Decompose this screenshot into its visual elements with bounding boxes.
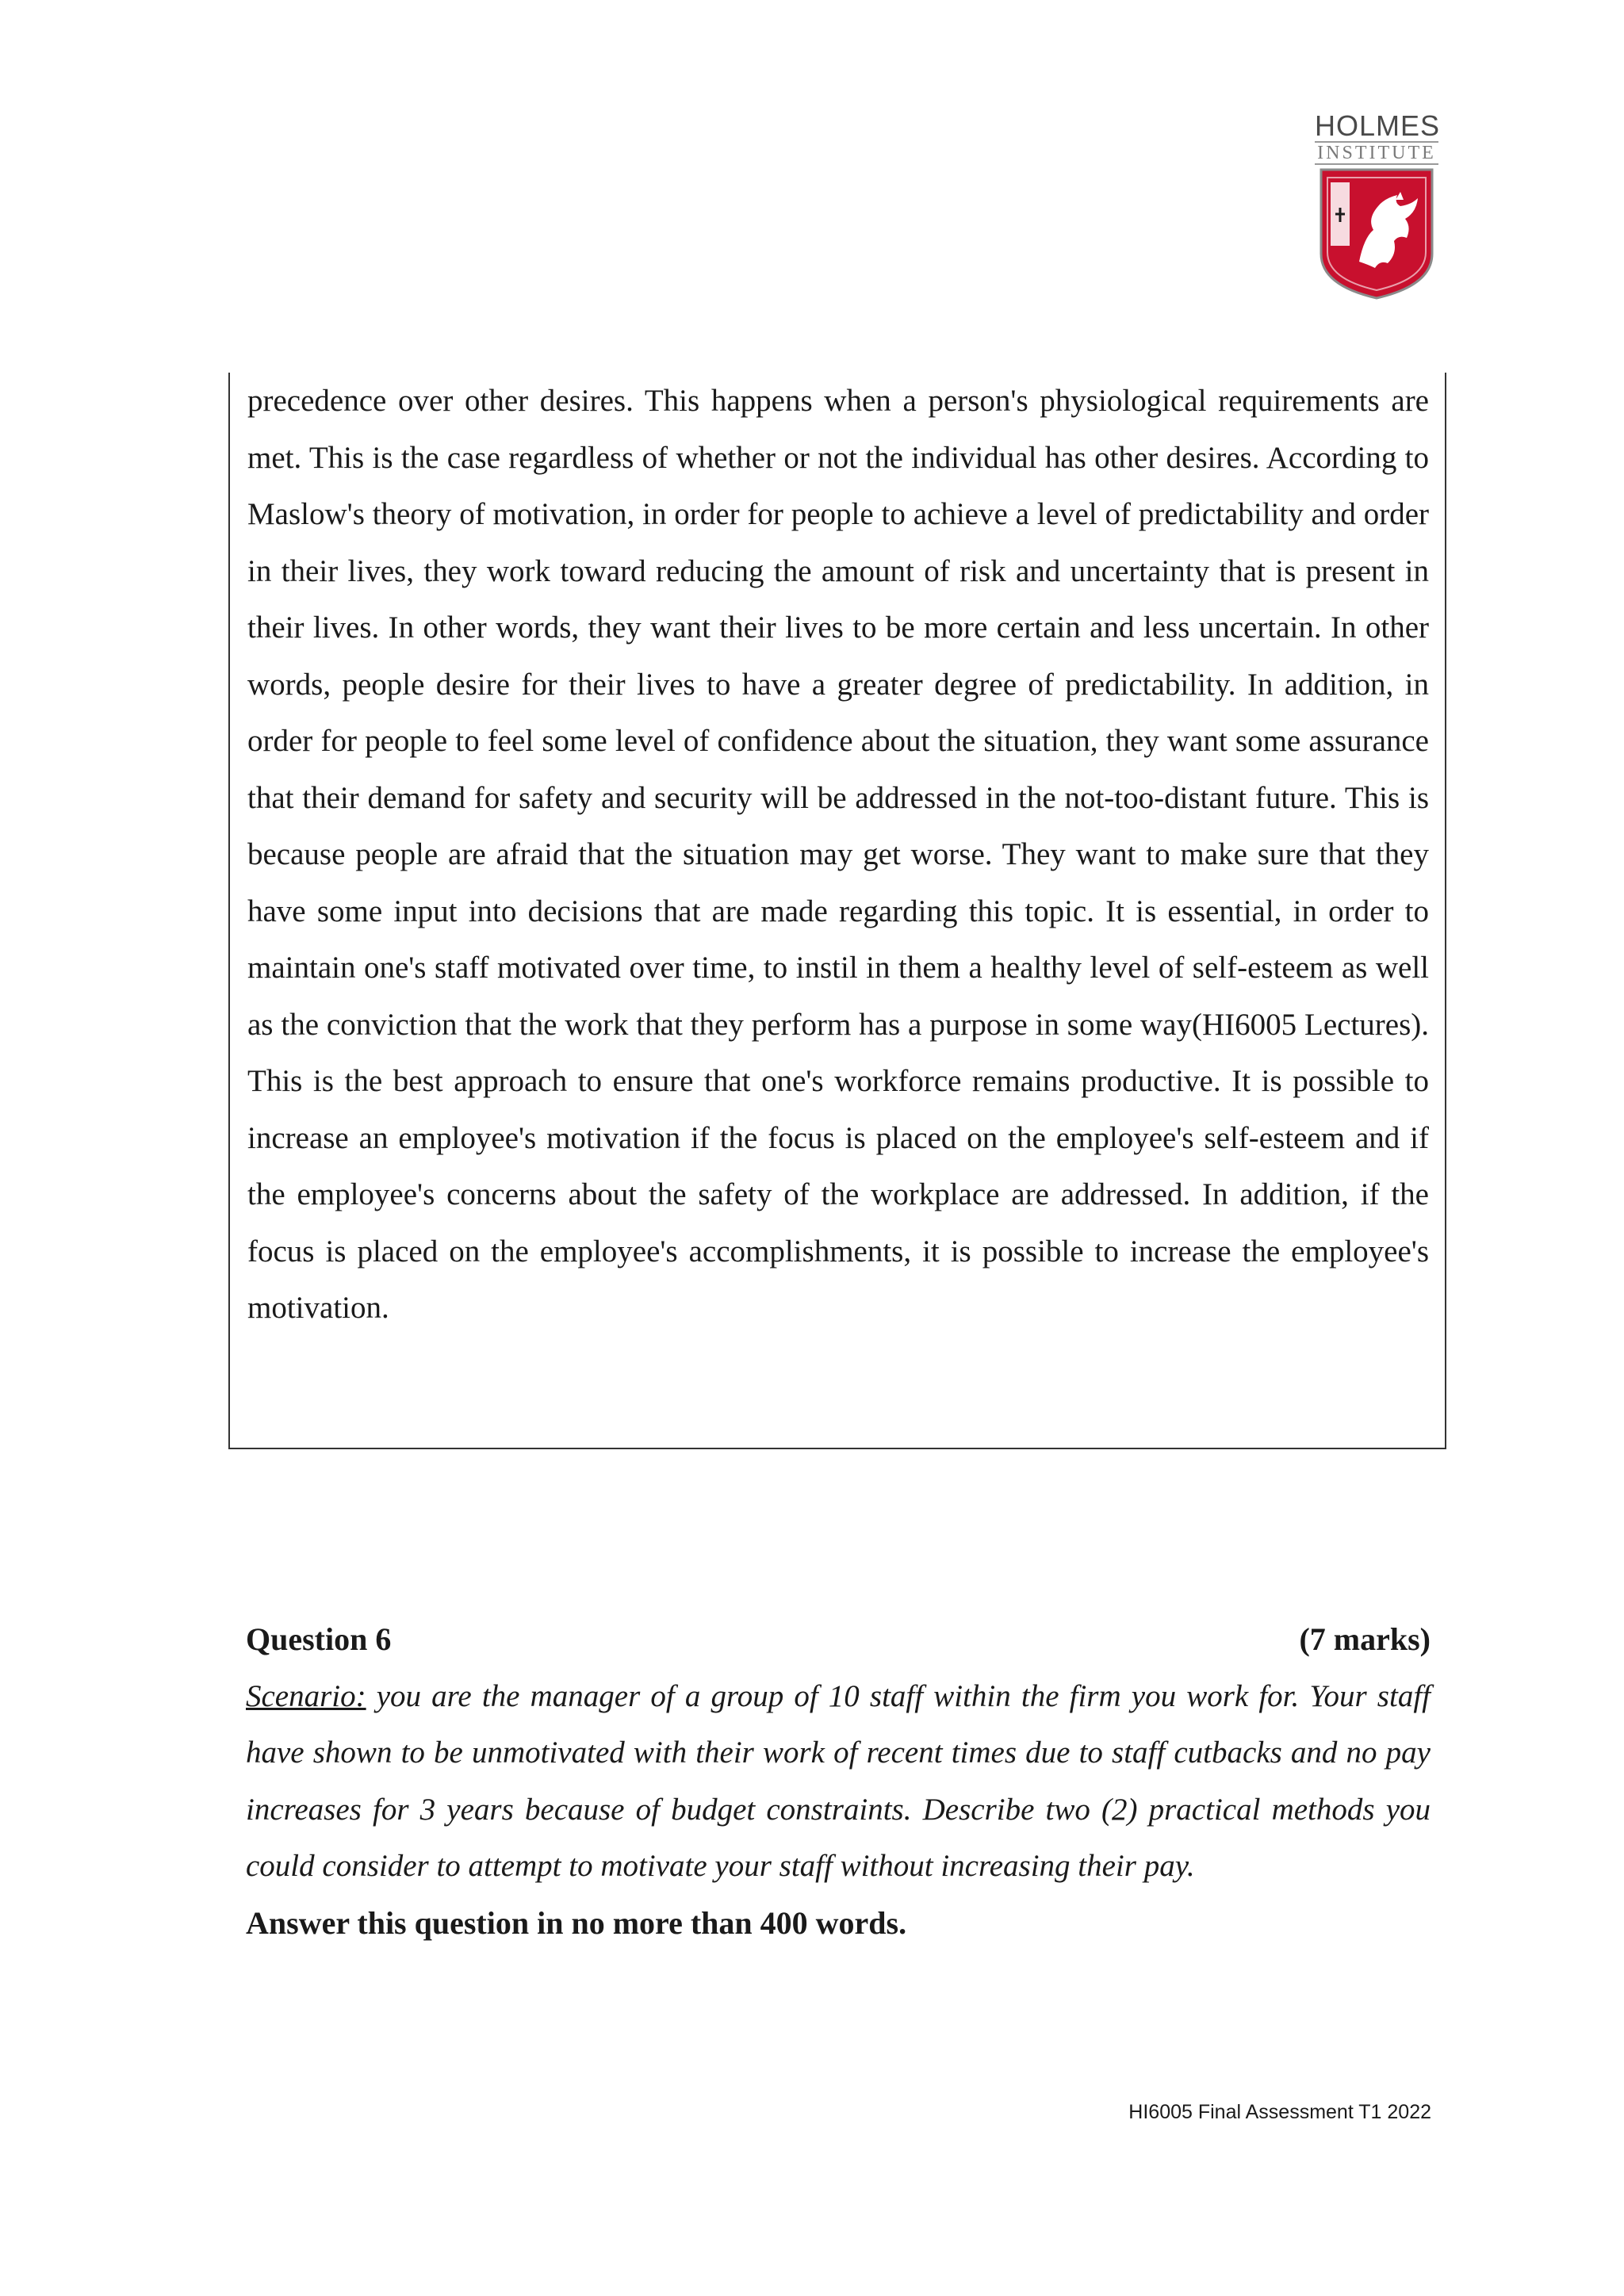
logo-subwordmark: INSTITUTE: [1315, 141, 1438, 165]
holmes-institute-logo: [1308, 111, 1443, 309]
answer-box: [228, 373, 1446, 1449]
question-block: [246, 1611, 1431, 1951]
question-header: [246, 1611, 1431, 1668]
page-footer: HI6005 Final Assessment T1 2022: [1128, 2101, 1431, 2123]
question-title: Question 6: [246, 1621, 392, 1657]
logo-crest-icon: [1318, 166, 1435, 301]
word-limit-instruction: Answer this question in no more than 400 words.: [246, 1904, 907, 1941]
scenario-text: you are the manager of a group of 10 staff within the firm you work for. Your staff have shown to be unmotivated with their work of recent times due to staff cutbacks and no pay increases for 3 years because of budget constraints. Describe two (2) practical methods you could consider to attempt to motivate your staff without increasing their pay.: [246, 1678, 1431, 1883]
answer-text: precedence over other desires. This happens when a person's physiological requirements are met. This is the case regardless of whether or not the individual has other desires. According to Maslow's theory of motivation, in order for people to achieve a level of predictability and order in their lives, they work toward reducing the amount of risk and uncertainty that is present in their lives. In other words, they want their lives to be more certain and less uncertain. In other words, people desire for their lives to have a greater degree of predictability. In addition, in order for people to feel some level of confidence about the situation, they want some assurance that their demand for safety and security will be addressed in the not-too-distant future. This is because people are afraid that the situation may get worse. They want to make sure that they have some input into decisions that are made regarding this topic. It is essential, in order to maintain one's staff motivated over time, to instil in them a healthy level of self-esteem as well as the conviction that the work that they perform has a purpose in some way(HI6005 Lectures). This is the best approach to ensure that one's workforce remains productive. It is possible to increase an employee's motivation if the focus is placed on the employee's self-esteem and if the employee's concerns about the safety of the workplace are addressed. In addition, if the focus is placed on the employee's accomplishments, it is possible to increase the employee's motivation.: [247, 384, 1429, 1325]
scenario-paragraph: [246, 1668, 1431, 1895]
logo-wordmark: HOLMES: [1315, 109, 1441, 142]
question-marks: (7 marks): [1299, 1621, 1431, 1657]
scenario-label: Scenario:: [246, 1678, 366, 1713]
